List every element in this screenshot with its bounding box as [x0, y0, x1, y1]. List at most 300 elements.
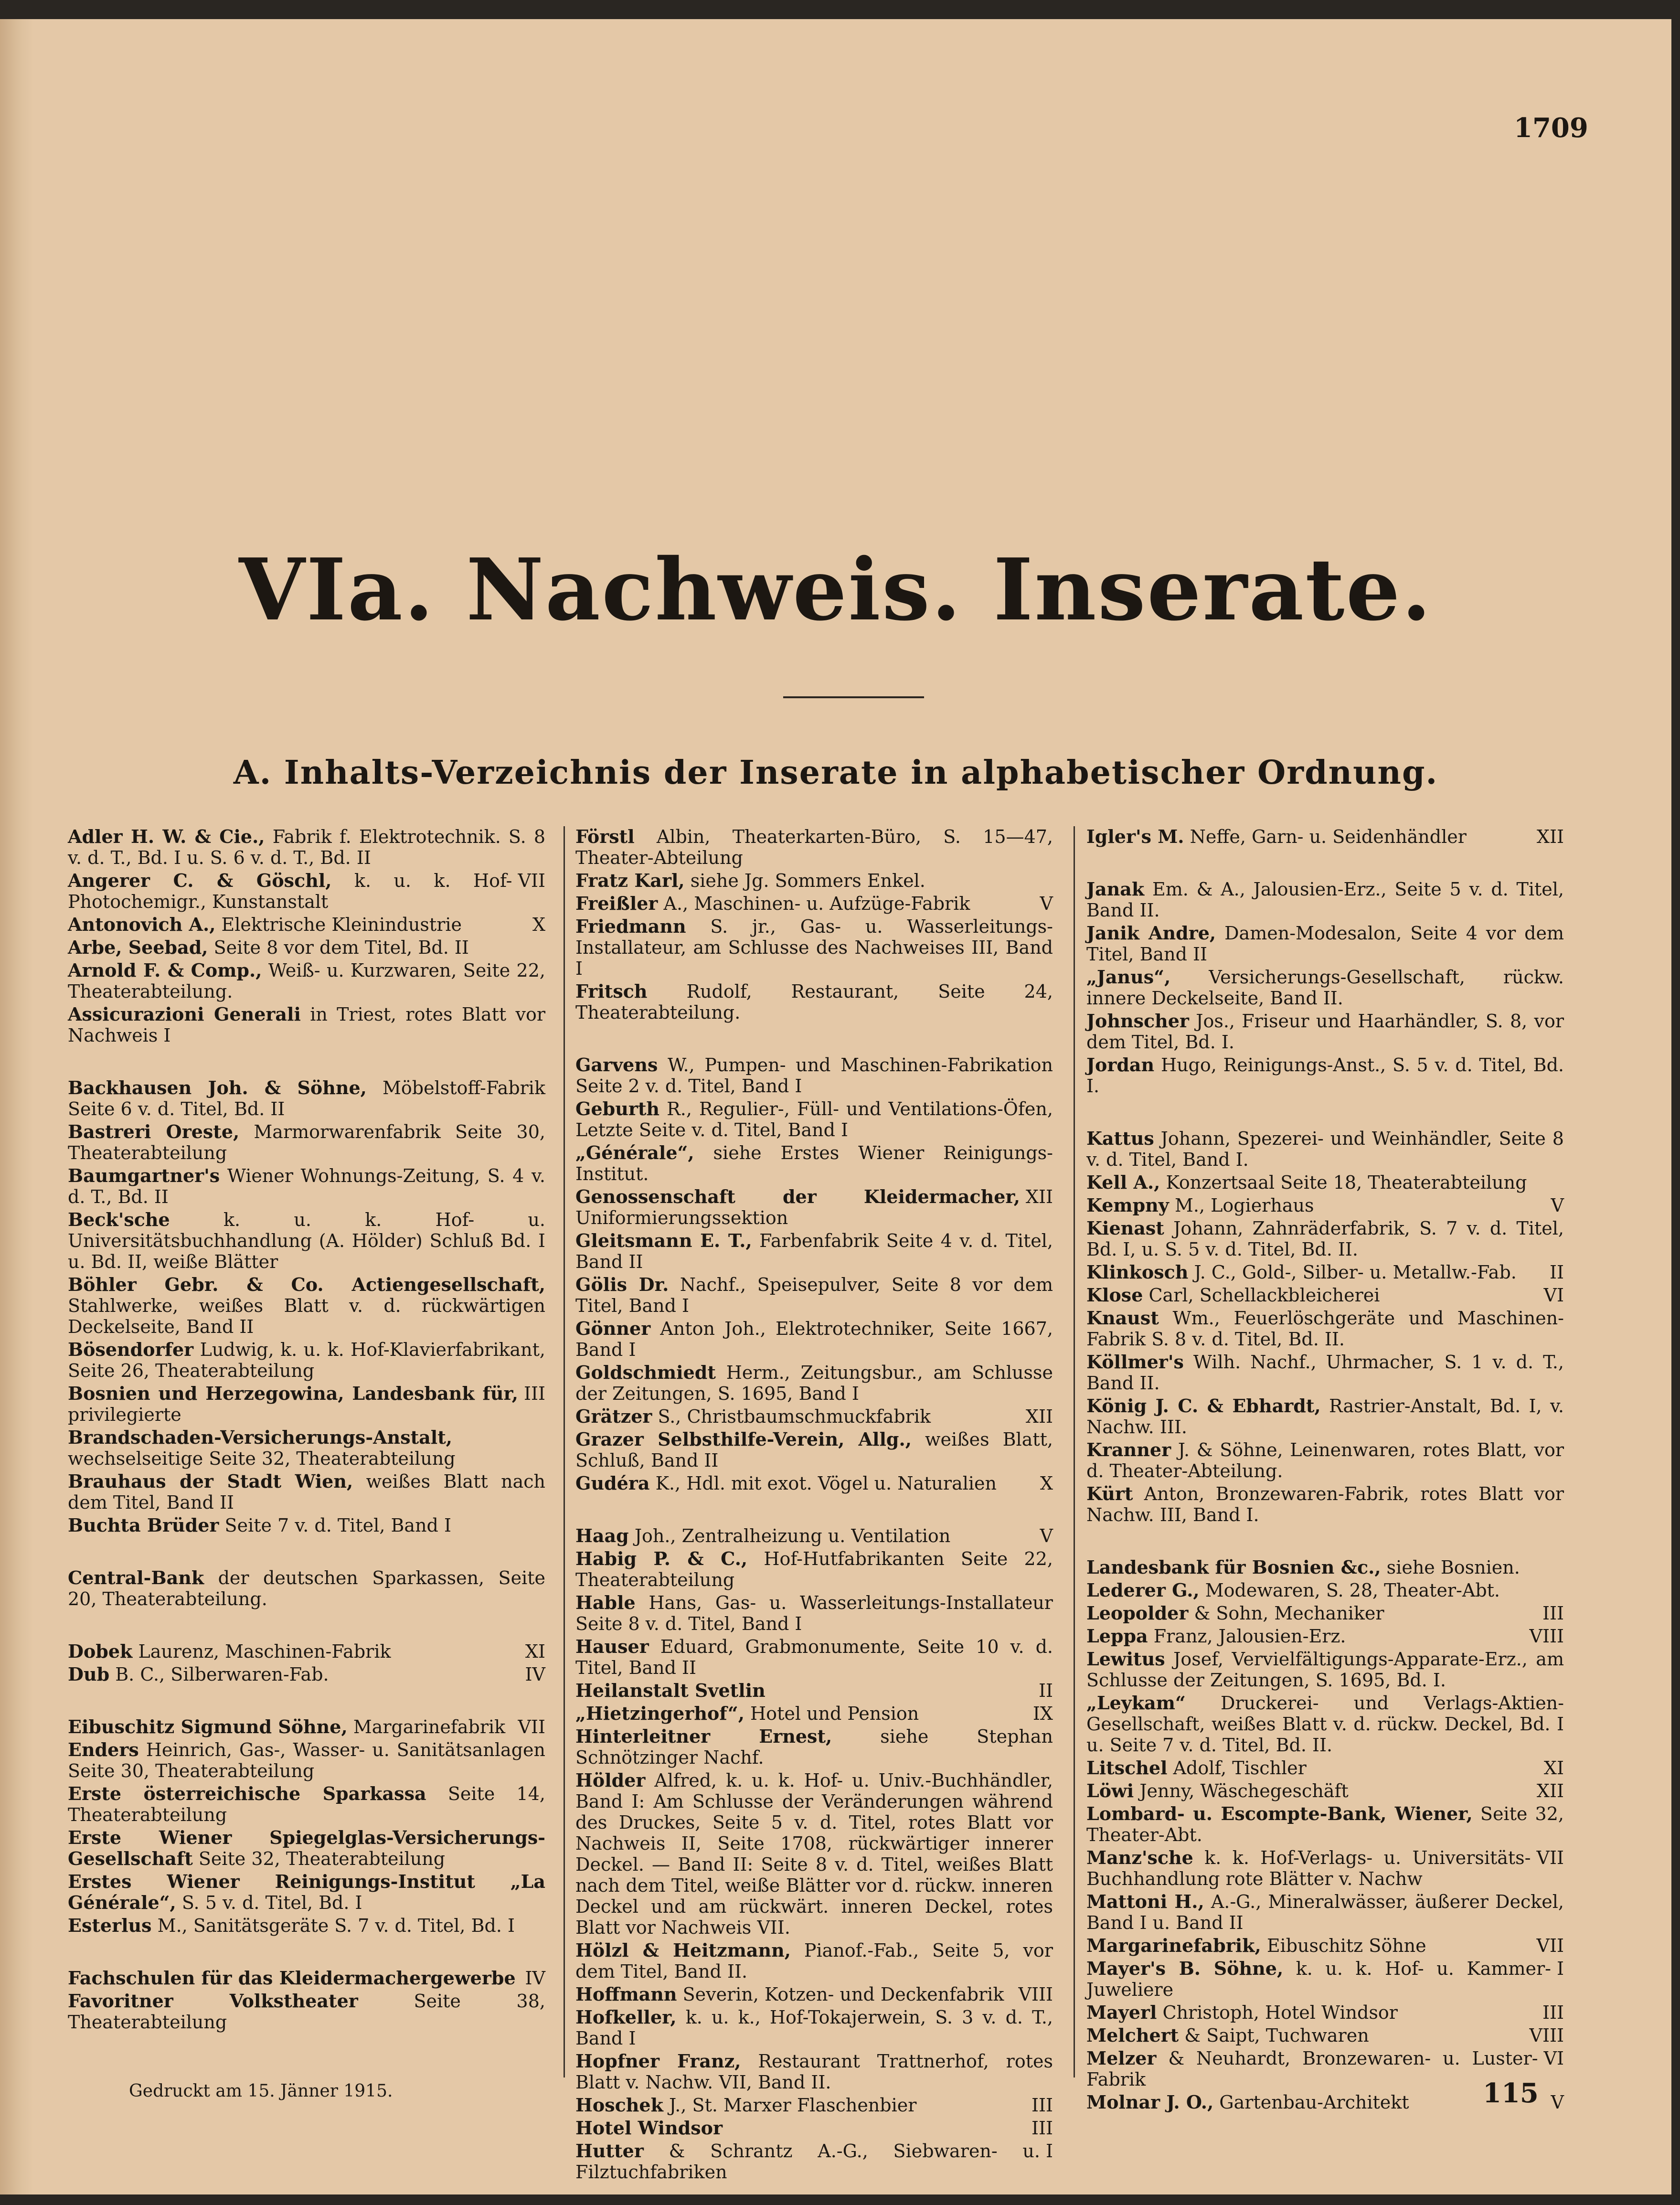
- index-entry: [1086, 1439, 1564, 1481]
- entry-text: Uniformierungssektion: [575, 1207, 788, 1228]
- index-entry: [575, 1940, 1053, 1982]
- entry-name: Erste österreichische Sparkassa: [68, 1783, 426, 1804]
- entry-text: Hans, Gas- u. Wasserleitungs-Installateur Seite 8 v. d. Titel, Band I: [575, 1592, 1053, 1634]
- index-entry: [68, 1915, 545, 1936]
- entry-text: Josef, Vervielfältigungs-Apparate-Erz., am Schlusse der Zeitungen, S. 1695, Bd. I.: [1086, 1649, 1564, 1691]
- entry-name: Hopfner Franz,: [575, 2050, 741, 2072]
- entry-text: Wm., Feuerlöschgeräte und Maschinen-Fabrik S. 8 v. d. Titel, Bd. II.: [1086, 1308, 1564, 1350]
- entry-text: Adolf, Tischler: [1173, 1758, 1307, 1779]
- entry-name: Bösendorfer: [68, 1339, 194, 1360]
- index-entry: [68, 1871, 545, 1913]
- entry-text: Druckerei- und Verlags-Aktien-Gesellschaft, weißes Blatt v. d. rückw. Deckel, Bd. I u. Seite 7 v. d. Titel, Bd. II.: [1086, 1693, 1564, 1756]
- index-entry: [1086, 1935, 1564, 1956]
- entry-text: siehe Bosnien.: [1386, 1557, 1520, 1578]
- entry-name: Erstes Wiener Reinigungs-Institut „La Générale“,: [68, 1871, 545, 1913]
- entry-name: Gleitsmann E. T.,: [575, 1230, 752, 1251]
- entry-text: k. u. k. Hof- u. Universitätsbuchhandlung (A. Hölder) Schluß Bd. I u. Bd. II, weiße Blätter: [68, 1209, 545, 1272]
- entry-name: Fritsch: [575, 980, 648, 1002]
- index-entry: [68, 1471, 545, 1513]
- index-entry: [575, 1548, 1053, 1590]
- signature-number: 115: [1483, 2077, 1539, 2109]
- index-entry: [1086, 1693, 1564, 1756]
- index-entry: [1086, 1128, 1564, 1170]
- entry-name: Buchta Brüder: [68, 1514, 219, 1536]
- index-entry: [68, 1739, 545, 1781]
- entry-text: in Triest, rotes Blatt vor Nachweis I: [68, 1004, 545, 1046]
- entry-name: Hölzl & Heitzmann,: [575, 1939, 791, 1961]
- entry-name: Kürt: [1086, 1483, 1133, 1504]
- entry-volume: III: [1542, 1603, 1564, 1624]
- entry-text: Rastrier-Anstalt, Bd. I, v. Nachw. III.: [1086, 1395, 1564, 1438]
- index-entry: [575, 1186, 1053, 1228]
- index-entry: [1086, 1847, 1564, 1889]
- entry-text: Restaurant Trattnerhof, rotes Blatt v. Nachw. VII, Band II.: [575, 2051, 1053, 2093]
- index-entry: [68, 1991, 545, 2033]
- entry-text: Rudolf, Restaurant, Seite 24, Theaterabteilung.: [575, 981, 1053, 1023]
- entry-name: Erste Wiener Spiegelglas-Versicherungs-Gesellschaft: [68, 1827, 545, 1869]
- entry-text: Stahlwerke, weißes Blatt v. d. rückwärtigen Deckelseite, Band II: [68, 1295, 545, 1337]
- entry-text: Neffe, Garn- u. Seidenhändler: [1190, 826, 1467, 847]
- entry-text: siehe Erstes Wiener Reinigungs-Institut.: [575, 1142, 1053, 1184]
- entry-text: M., Logierhaus: [1174, 1195, 1314, 1216]
- entry-text: Jenny, Wäschegeschäft: [1139, 1780, 1349, 1801]
- entry-name: Gölis Dr.: [575, 1274, 669, 1295]
- entry-text: Alfred, k. u. k. Hof- u. Univ.-Buchhändler, Band I: Am Schlusse der Veränderungen während des Druckes, Seite 5 v. d. Titel, rotes Blatt vor Nachweis II, Seite 1708, rückwärtiger innerer Deckel. — Band II: Seite 8 v. d. Titel, weißes Blatt nach dem Titel, weiße Blätter vor d. rückw. inneren Deckel und am rückwärt. inneren Deckel, rotes Blatt vor Nachweis VII.: [575, 1770, 1053, 1938]
- index-entry: [1086, 2002, 1564, 2023]
- entry-text: Wiener Wohnungs-Zeitung, S. 4 v. d. T., Bd. II: [68, 1165, 545, 1207]
- index-entry: [1086, 1308, 1564, 1350]
- entry-group-gap: [1086, 849, 1564, 879]
- entry-text: Eibuschitz Söhne: [1266, 1935, 1426, 1956]
- index-column-middle: [575, 826, 1053, 2183]
- index-entry: [68, 1004, 545, 1046]
- column-divider: [1074, 826, 1075, 2077]
- index-entry: [575, 1429, 1053, 1471]
- index-entry: [1086, 1891, 1564, 1933]
- index-entry: [575, 1362, 1053, 1404]
- entry-name: Habig P. & C.,: [575, 1548, 748, 1569]
- entry-name: Heilanstalt Svetlin: [575, 1680, 766, 1701]
- entry-group-gap: [68, 1611, 545, 1641]
- entry-text: k. u. k. Hof-Photochemigr., Kunstanstalt: [68, 870, 512, 912]
- index-entry: [68, 1515, 545, 1536]
- entry-volume: V: [1040, 1525, 1053, 1546]
- section-subheading: A. Inhalts-Verzeichnis der Inserate in alphabetischer Ordnung.: [233, 754, 1438, 792]
- entry-name: Leppa: [1086, 1625, 1148, 1647]
- index-entry: [68, 1077, 545, 1119]
- page-number: 1709: [1514, 112, 1588, 144]
- entry-volume: IX: [1032, 1703, 1053, 1724]
- entry-name: „Leykam“: [1086, 1692, 1186, 1714]
- index-entry: [1086, 923, 1564, 965]
- entry-volume: VI: [1543, 1285, 1564, 1306]
- entry-name: Brauhaus der Stadt Wien,: [68, 1470, 353, 1492]
- entry-text: Ludwig, k. u. k. Hof-Klavierfabrikant, Seite 26, Theaterabteilung: [68, 1339, 545, 1381]
- entry-text: privilegierte: [68, 1404, 181, 1425]
- entry-name: König J. C. & Ebhardt,: [1086, 1395, 1321, 1417]
- index-entry: [68, 1339, 545, 1381]
- entry-text: J. & Söhne, Leinenwaren, rotes Blatt, vor d. Theater-Abteilung.: [1086, 1439, 1564, 1481]
- index-entry: [575, 1984, 1053, 2005]
- entry-volume: V: [1551, 2092, 1564, 2113]
- entry-volume: XII: [1536, 1780, 1564, 1801]
- entry-text: Seite 32, Theaterabteilung: [198, 1848, 446, 1869]
- entry-text: B. C., Silberwaren-Fab.: [115, 1664, 329, 1685]
- entry-name: Mayerl: [1086, 2002, 1157, 2023]
- index-entry: [68, 1427, 545, 1469]
- entry-name: „Générale“,: [575, 1142, 694, 1163]
- index-entry: [1086, 1195, 1564, 1216]
- index-entry: [1086, 826, 1564, 847]
- entry-text: & Schrantz A.-G., Siebwaren- u. Filztuchfabriken: [575, 2141, 1040, 2183]
- entry-volume: IV: [525, 1664, 545, 1685]
- index-entry: [575, 1473, 1053, 1494]
- entry-name: Adler H. W. & Cie.,: [68, 826, 265, 847]
- entry-name: Knaust: [1086, 1307, 1159, 1329]
- index-entry: [68, 937, 545, 958]
- index-entry: [575, 1726, 1053, 1768]
- entry-group-gap: [68, 1048, 545, 1077]
- index-entry: [1086, 1603, 1564, 1624]
- index-column-left: [68, 826, 545, 2068]
- entry-name: Mattoni H.,: [1086, 1891, 1204, 1912]
- heading-rule: [783, 696, 924, 698]
- entry-name: Kell A.,: [1086, 1172, 1160, 1193]
- index-entry: [1086, 1055, 1564, 1097]
- index-entry: [575, 2141, 1053, 2183]
- entry-name: Freißler: [575, 893, 658, 914]
- entry-name: Lombard- u. Escompte-Bank, Wiener,: [1086, 1803, 1473, 1824]
- index-entry: [68, 1567, 545, 1609]
- entry-name: „Hietzingerhof“,: [575, 1703, 744, 1724]
- entry-name: Melchert: [1086, 2024, 1179, 2046]
- entry-text: Severin, Kotzen- und Deckenfabrik: [682, 1984, 1004, 2005]
- entry-name: Grazer Selbsthilfe-Verein, Allg.,: [575, 1428, 912, 1450]
- entry-name: Klinkosch: [1086, 1261, 1189, 1283]
- entry-name: Beck'sche: [68, 1209, 170, 1230]
- entry-name: Lederer G.,: [1086, 1579, 1200, 1601]
- entry-volume: I: [1045, 2141, 1053, 2162]
- entry-name: Central-Bank: [68, 1567, 204, 1588]
- index-entry: [575, 981, 1053, 1023]
- entry-text: Joh., Zentralheizung u. Ventilation: [634, 1525, 951, 1546]
- entry-volume: III: [523, 1383, 545, 1404]
- entry-text: wechselseitige Seite 32, Theaterabteilung: [68, 1448, 456, 1469]
- entry-text: k. u. k. Hof- u. Kammer-Juweliere: [1086, 1958, 1551, 2000]
- entry-group-gap: [68, 1538, 545, 1567]
- entry-text: Anton, Bronzewaren-Fabrik, rotes Blatt vor Nachw. III, Band I.: [1086, 1483, 1564, 1525]
- entry-volume: IV: [525, 1968, 545, 1989]
- entry-name: Köllmer's: [1086, 1351, 1184, 1373]
- entry-name: Assicurazioni Generali: [68, 1003, 301, 1025]
- entry-volume: V: [1040, 893, 1053, 914]
- index-entry: [1086, 1758, 1564, 1779]
- index-entry: [575, 1636, 1053, 1678]
- entry-volume: X: [1040, 1473, 1053, 1494]
- entry-text: Christoph, Hotel Windsor: [1162, 2002, 1398, 2023]
- entry-volume: VI: [1543, 2048, 1564, 2069]
- entry-name: Bastreri Oreste,: [68, 1121, 240, 1142]
- index-entry: [1086, 967, 1564, 1009]
- section-heading: VIa. Nachweis. Inserate.: [239, 540, 1433, 639]
- entry-name: Goldschmiedt: [575, 1362, 716, 1383]
- entry-volume: III: [1031, 2095, 1053, 2116]
- entry-volume: VII: [1536, 1935, 1564, 1956]
- entry-name: Garvens: [575, 1054, 658, 1076]
- entry-text: Möbelstoff-Fabrik Seite 6 v. d. Titel, Bd. II: [68, 1077, 545, 1119]
- entry-text: J. C., Gold-, Silber- u. Metallw.-Fab.: [1194, 1262, 1517, 1283]
- entry-name: Hoschek: [575, 2094, 663, 2116]
- entry-name: Mayer's B. Söhne,: [1086, 1958, 1284, 1979]
- entry-name: Litschel: [1086, 1757, 1168, 1779]
- entry-name: Angerer C. & Göschl,: [68, 870, 332, 891]
- entry-text: weißes Blatt, Schluß, Band II: [575, 1429, 1053, 1471]
- entry-text: Hotel und Pension: [750, 1703, 919, 1724]
- entry-name: Hable: [575, 1592, 636, 1613]
- index-entry: [68, 1716, 545, 1737]
- index-entry: [575, 2007, 1053, 2049]
- index-entry: [575, 870, 1053, 891]
- index-entry: [575, 2118, 1053, 2139]
- entry-name: Eibuschitz Sigmund Söhne,: [68, 1716, 348, 1737]
- entry-name: Geburth: [575, 1098, 660, 1119]
- entry-name: Gudéra: [575, 1472, 650, 1494]
- entry-name: Löwi: [1086, 1780, 1134, 1801]
- index-entry: [68, 914, 545, 935]
- entry-volume: VIII: [1018, 1984, 1053, 2005]
- entry-volume: II: [1038, 1680, 1053, 1701]
- index-entry: [575, 1274, 1053, 1316]
- entry-text: Modewaren, S. 28, Theater-Abt.: [1205, 1580, 1500, 1601]
- index-entry: [68, 870, 545, 912]
- entry-volume: X: [532, 914, 545, 935]
- entry-name: Jordan: [1086, 1054, 1155, 1076]
- entry-name: Kienast: [1086, 1217, 1164, 1239]
- index-entry: [1086, 1218, 1564, 1260]
- entry-text: Versicherungs-Gesellschaft, rückw. innere Deckelseite, Band II.: [1086, 967, 1564, 1009]
- entry-text: W., Pumpen- und Maschinen-Fabrikation Seite 2 v. d. Titel, Band I: [575, 1055, 1053, 1097]
- entry-text: Elektrische Kleinindustrie: [221, 914, 462, 935]
- entry-name: Dub: [68, 1663, 110, 1685]
- index-entry: [575, 1770, 1053, 1938]
- entry-text: Seite 32, Theater-Abt.: [1086, 1803, 1564, 1845]
- index-entry: [575, 1592, 1053, 1634]
- entry-text: A., Maschinen- u. Aufzüge-Fabrik: [663, 893, 970, 914]
- entry-name: Lewitus: [1086, 1648, 1165, 1670]
- entry-name: Backhausen Joh. & Söhne,: [68, 1077, 367, 1098]
- entry-name: Klose: [1086, 1284, 1143, 1306]
- entry-name: Igler's M.: [1086, 826, 1184, 847]
- entry-name: Hutter: [575, 2140, 644, 2162]
- index-entry: [68, 1641, 545, 1662]
- index-entry: [1086, 1803, 1564, 1845]
- entry-name: Janak: [1086, 878, 1145, 900]
- entry-name: Hinterleitner Ernest,: [575, 1726, 832, 1747]
- index-entry: [575, 1098, 1053, 1140]
- entry-name: Fachschulen für das Kleidermachergewerbe: [68, 1967, 516, 1989]
- entry-name: Leopolder: [1086, 1602, 1189, 1624]
- entry-text: Franz, Jalousien-Erz.: [1153, 1626, 1346, 1647]
- entry-volume: III: [1542, 2002, 1564, 2023]
- entry-volume: VIII: [1529, 1626, 1564, 1647]
- entry-name: Johnscher: [1086, 1010, 1189, 1032]
- entry-volume: VII: [518, 1716, 545, 1737]
- entry-name: Esterlus: [68, 1915, 152, 1936]
- entry-volume: XII: [1025, 1406, 1053, 1427]
- entry-text: Farbenfabrik Seite 4 v. d. Titel, Band II: [575, 1230, 1053, 1272]
- index-entry: [575, 1318, 1053, 1360]
- entry-name: Margarinefabrik,: [1086, 1935, 1261, 1956]
- entry-text: Seite 7 v. d. Titel, Band I: [224, 1515, 451, 1536]
- entry-text: Laurenz, Maschinen-Fabrik: [138, 1641, 391, 1662]
- entry-text: & Sohn, Mechaniker: [1194, 1603, 1384, 1624]
- entry-volume: VIII: [1529, 2025, 1564, 2046]
- entry-text: Marmorwarenfabrik Seite 30, Theaterabteilung: [68, 1121, 545, 1163]
- index-entry: [1086, 1262, 1564, 1283]
- entry-text: S. jr., Gas- u. Wasserleitungs-Installateur, am Schlusse des Nachweises III, Band I: [575, 916, 1053, 979]
- entry-name: Antonovich A.,: [68, 914, 216, 935]
- entry-volume: XI: [525, 1641, 545, 1662]
- entry-text: Gartenbau-Architekt: [1219, 2092, 1409, 2113]
- entry-text: siehe Stephan Schnötzinger Nachf.: [575, 1726, 1053, 1768]
- index-entry: [68, 1783, 545, 1825]
- index-entry: [1086, 1626, 1564, 1647]
- entry-name: Friedmann: [575, 916, 686, 937]
- index-entry: [1086, 1780, 1564, 1801]
- index-entry: [1086, 1395, 1564, 1438]
- entry-text: k. k. Hof-Verlags- u. Universitäts-Buchhandlung rote Blätter v. Nachw: [1086, 1847, 1531, 1889]
- entry-text: k. u. k., Hof-Tokajerwein, S. 3 v. d. T., Band I: [575, 2007, 1053, 2049]
- index-entry: [68, 1968, 545, 1989]
- index-entry: [575, 1142, 1053, 1184]
- entry-name: Dobek: [68, 1640, 133, 1662]
- index-entry: [575, 2095, 1053, 2116]
- entry-group-gap: [68, 1687, 545, 1716]
- entry-name: Landesbank für Bosnien &c.,: [1086, 1556, 1381, 1578]
- entry-text: A.-G., Mineralwässer, äußerer Deckel, Band I u. Band II: [1086, 1891, 1564, 1933]
- entry-text: Albin, Theaterkarten-Büro, S. 15—47, Theater-Abteilung: [575, 826, 1053, 868]
- entry-name: „Janus“,: [1086, 966, 1171, 988]
- index-entry: [1086, 1649, 1564, 1691]
- index-entry: [68, 1121, 545, 1163]
- entry-name: Kranner: [1086, 1439, 1171, 1460]
- entry-name: Hotel Windsor: [575, 2117, 723, 2139]
- entry-text: Wilh. Nachf., Uhrmacher, S. 1 v. d. T., Band II.: [1086, 1352, 1564, 1394]
- entry-text: K., Hdl. mit exot. Vögel u. Naturalien: [655, 1473, 997, 1494]
- entry-text: Jos., Friseur und Haarhändler, S. 8, vor dem Titel, Bd. I.: [1086, 1011, 1564, 1053]
- entry-volume: II: [1549, 1262, 1564, 1283]
- entry-text: siehe Jg. Sommers Enkel.: [690, 870, 925, 891]
- entry-text: & Neuhardt, Bronzewaren- u. Luster-Fabrik: [1086, 2048, 1538, 2090]
- index-entry: [575, 1406, 1053, 1427]
- index-entry: [575, 1055, 1053, 1097]
- page-sheet: [0, 19, 1671, 2194]
- entry-volume: III: [1031, 2118, 1053, 2139]
- index-entry: [68, 826, 545, 868]
- index-entry: [575, 826, 1053, 868]
- entry-text: Nachf., Speisepulver, Seite 8 vor dem Titel, Band I: [575, 1274, 1053, 1316]
- entry-name: Arnold F. & Comp.,: [68, 959, 262, 981]
- entry-text: & Saipt, Tuchwaren: [1184, 2025, 1369, 2046]
- entry-text: Seite 14, Theaterabteilung: [68, 1783, 545, 1825]
- entry-name: Böhler Gebr. & Co. Actiengesellschaft,: [68, 1274, 545, 1295]
- entry-group-gap: [575, 1025, 1053, 1055]
- index-entry: [68, 1383, 545, 1425]
- entry-text: Hof-Hutfabrikanten Seite 22, Theaterabteilung: [575, 1548, 1053, 1590]
- entry-text: Seite 8 vor dem Titel, Bd. II: [213, 937, 469, 958]
- index-entry: [1086, 879, 1564, 921]
- entry-text: M., Sanitätsgeräte S. 7 v. d. Titel, Bd. I: [157, 1915, 515, 1936]
- entry-group-gap: [1086, 1527, 1564, 1557]
- entry-text: Johann, Zahnräderfabrik, S. 7 v. d. Titel, Bd. I, u. S. 5 v. d. Titel, Bd. II.: [1086, 1218, 1564, 1260]
- entry-text: weißes Blatt nach dem Titel, Band II: [68, 1471, 545, 1513]
- entry-name: Genossenschaft der Kleidermacher,: [575, 1186, 1020, 1207]
- entry-volume: V: [1551, 1195, 1564, 1216]
- index-entry: [575, 1680, 1053, 1701]
- entry-text: Heinrich, Gas-, Wasser- u. Sanitätsanlagen Seite 30, Theaterabteilung: [68, 1739, 545, 1781]
- entry-volume: XI: [1543, 1758, 1564, 1779]
- entry-name: Hölder: [575, 1769, 646, 1791]
- entry-text: R., Regulier-, Füll- und Ventilations-Öfen, Letzte Seite v. d. Titel, Band I: [575, 1098, 1053, 1140]
- entry-text: S. 5 v. d. Titel, Bd. I: [181, 1892, 362, 1913]
- entry-text: Konzertsaal Seite 18, Theaterabteilung: [1166, 1172, 1527, 1193]
- entry-name: Janik Andre,: [1086, 922, 1216, 944]
- index-entry: [68, 1209, 545, 1272]
- index-entry: [1086, 1557, 1564, 1578]
- index-entry: [575, 1703, 1053, 1724]
- entry-name: Molnar J. O.,: [1086, 2091, 1214, 2113]
- entry-name: Hofkeller,: [575, 2006, 677, 2028]
- entry-name: Hoffmann: [575, 1983, 677, 2005]
- entry-text: Hugo, Reinigungs-Anst., S. 5 v. d. Titel, Bd. I.: [1086, 1055, 1564, 1097]
- index-entry: [1086, 1958, 1564, 2000]
- entry-group-gap: [575, 1496, 1053, 1525]
- book-spine-shadow: [0, 19, 33, 2194]
- index-entry: [68, 1664, 545, 1685]
- entry-group-gap: [1086, 1098, 1564, 1128]
- entry-group-gap: [68, 1938, 545, 1968]
- entry-name: Grätzer: [575, 1406, 652, 1427]
- entry-name: Baumgartner's: [68, 1165, 220, 1186]
- entry-name: Enders: [68, 1739, 139, 1760]
- index-entry: [1086, 1483, 1564, 1525]
- entry-name: Kattus: [1086, 1128, 1154, 1149]
- entry-name: Haag: [575, 1525, 629, 1546]
- index-entry: [575, 893, 1053, 914]
- entry-text: Weiß- u. Kurzwaren, Seite 22, Theaterabteilung.: [68, 960, 545, 1002]
- entry-text: J., St. Marxer Flaschenbier: [669, 2095, 917, 2116]
- entry-name: Bosnien und Herzegowina, Landesbank für,: [68, 1383, 518, 1404]
- entry-name: Gönner: [575, 1318, 651, 1339]
- entry-name: Hauser: [575, 1636, 649, 1657]
- index-entry: [575, 1230, 1053, 1272]
- entry-text: der deutschen Sparkassen, Seite 20, Theaterabteilung.: [68, 1567, 545, 1609]
- entry-volume: I: [1556, 1958, 1564, 1979]
- index-entry: [68, 1274, 545, 1337]
- entry-name: Manz'sche: [1086, 1847, 1193, 1868]
- entry-name: Arbe, Seebad,: [68, 937, 208, 958]
- entry-name: Fratz Karl,: [575, 870, 685, 891]
- index-entry: [575, 916, 1053, 979]
- index-entry: [1086, 1285, 1564, 1306]
- entry-text: Carl, Schellackbleicherei: [1148, 1285, 1380, 1306]
- printer-note: Gedruckt am 15. Jänner 1915.: [129, 2081, 393, 2101]
- index-entry: [575, 1525, 1053, 1546]
- entry-text: Pianof.-Fab., Seite 5, vor dem Titel, Band II.: [575, 1940, 1053, 1982]
- entry-volume: XII: [1025, 1186, 1053, 1207]
- index-entry: [68, 960, 545, 1002]
- entry-volume: XII: [1536, 826, 1564, 847]
